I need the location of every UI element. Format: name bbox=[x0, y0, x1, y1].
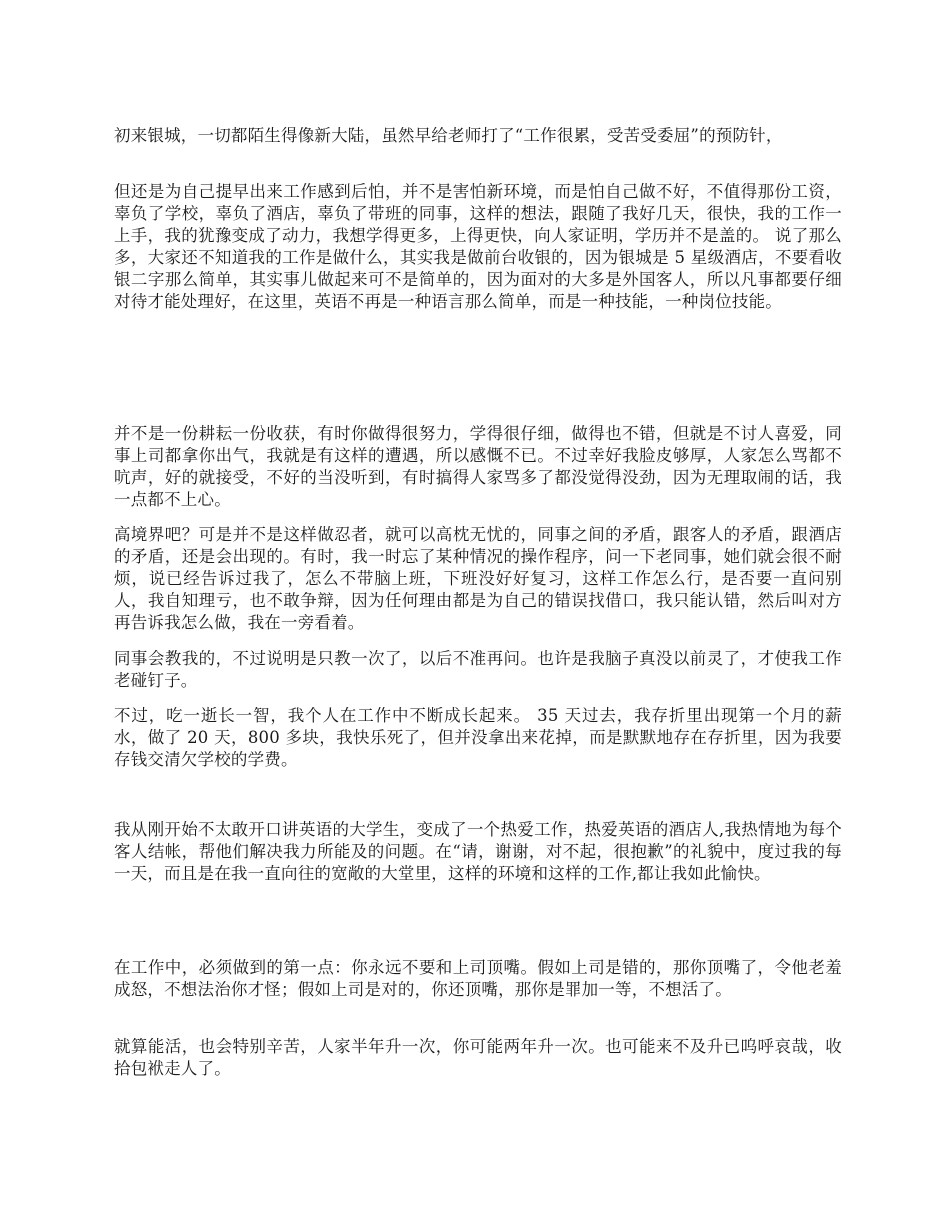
paragraph-7: 我从刚开始不太敢开口讲英语的大学生，变成了一个热爱工作，热爱英语的酒店人,我热情地为每个客人结帐，帮他们解决我力所能及的问题。在“请，谢谢，对不起，很抱歉”的礼貌中，度过我的每一天，而且是在我一直向往的宽敞的大堂里，这样的环境和这样的工作,都让我如此愉快。 bbox=[114, 820, 842, 883]
paragraph-1: 初来银城，一切都陌生得像新大陆，虽然早给老师打了“工作很累，受苦受委屈”的预防针， bbox=[114, 126, 783, 145]
paragraph-8: 在工作中，必须做到的第一点：你永远不要和上司顶嘴。假如上司是错的，那你顶嘴了，令他老羞成怒，不想法治你才怪；假如上司是对的，你还顶嘴，那你是罪加一等，不想活了。 bbox=[114, 958, 842, 999]
paragraph-9: 就算能活，也会特别辛苦，人家半年升一次，你可能两年升一次。也可能来不及升已呜呼哀哉，收拾包袱走人了。 bbox=[114, 1037, 842, 1078]
paragraph-4: 高境界吧？可是并不是这样做忍者，就可以高枕无忧的，同事之间的矛盾，跟客人的矛盾，跟酒店的矛盾，还是会出现的。有时，我一时忘了某种情况的操作程序，问一下老同事，她们就会很不耐烦，说已经告诉过我了，怎么不带脑上班，下班没好好复习，这样工作怎么行，是否要一直问别人，我自知理亏，也不敢争辩，因为任何理由都是为自己的错误找借口，我只能认错，然后叫对方再告诉我怎么做，我在一旁看着。 bbox=[114, 525, 842, 632]
paragraph-2: 但还是为自己提早出来工作感到后怕，并不是害怕新环境，而是怕自己做不好，不值得那份工资，辜负了学校，辜负了酒店，辜负了带班的同事，这样的想法，跟随了我好几天，很快，我的工作一上手，我的犹豫变成了动力，我想学得更多，上得更快，向人家证明，学历并不是盖的。 说了那么多，大家还不知道我的工作是做什么，其实我是做前台收银的，因为银城是 5 星级酒店，不要看收银二字那么简单，其实事儿做起来可不是简单的，因为面对的大多是外国客人，所以凡事都要仔细对待才能处理好，在这里，英语不再是一种语言那么简单，而是一种技能，一种岗位技能。 bbox=[114, 182, 842, 311]
paragraph-3: 并不是一份耕耘一份收获，有时你做得很努力，学得很仔细，做得也不错，但就是不讨人喜爱，同事上司都拿你出气，我就是有这样的遭遇，所以感慨不已。不过幸好我脸皮够厚，人家怎么骂都不吭声，好的就接受，不好的当没听到，有时搞得人家骂多了都没觉得没劲，因为无理取闹的话，我一点都不上心。 bbox=[114, 424, 842, 509]
paragraph-5: 同事会教我的，不过说明是只教一次了，以后不准再问。也许是我脑子真没以前灵了，才使我工作老碰钉子。 bbox=[114, 649, 842, 690]
paragraph-6: 不过，吃一逝长一智，我个人在工作中不断成长起来。 35 天过去，我存折里出现第一个月的薪水，做了 20 天，800 多块，我快乐死了，但并没拿出来花掉，而是默默地存在存折里，因为我要存钱交清欠学校的学费。 bbox=[114, 706, 842, 769]
